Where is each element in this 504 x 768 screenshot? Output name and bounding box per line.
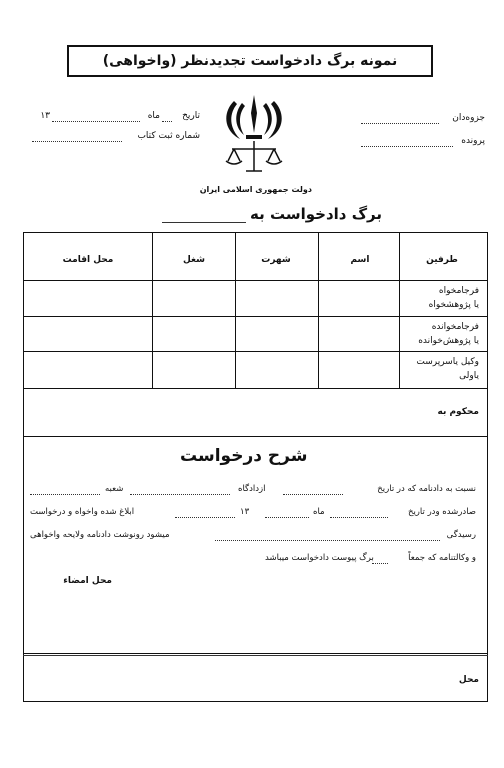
cell-name-appellant[interactable]	[319, 281, 399, 316]
part-label: جزوه‌دان	[452, 113, 485, 123]
form-title: نمونه برگ دادخواست تجدیدنظر (واخواهی)	[102, 53, 398, 69]
emblem-caption: دولت جمهوری اسلامی ایران	[199, 185, 312, 194]
header-parties: طرفین	[426, 255, 458, 265]
cell-job-appellant[interactable]	[153, 281, 235, 316]
iran-emblem-icon	[212, 93, 296, 193]
row-label-respondent: فرجامخوانده یا پژوهش‌خوانده	[418, 322, 479, 346]
register-label: شماره ثبت کتاب	[137, 131, 200, 141]
desc-line-2-notified: ابلاغ شده واخواه و درخواست	[30, 507, 135, 517]
footer-label: محل	[458, 675, 479, 685]
signature-divider	[23, 655, 488, 656]
file-label: پرونده	[461, 136, 485, 146]
year-label: ۱۳	[40, 111, 50, 121]
desc-line-3-copy: میشود رونوشت دادنامه ولایحه واخواهی	[30, 530, 170, 540]
desc-line-1-branch: شعبه	[105, 484, 124, 494]
desc-line-3: رسیدگی	[446, 530, 476, 540]
description-heading: شرح درخواست	[180, 446, 308, 466]
emblem	[212, 93, 296, 193]
cell-surname-appellant[interactable]	[236, 281, 318, 316]
form-frame	[23, 232, 488, 702]
petition-recipient-field[interactable]	[162, 222, 246, 223]
form-title-box	[67, 45, 433, 77]
convicted-label: محکوم به	[437, 407, 479, 417]
date-label: تاریخ	[182, 111, 200, 121]
header-job: شغل	[183, 255, 205, 265]
row-label-appellant: فرجامخواه یا پژوهشخواه	[428, 286, 479, 310]
petition-heading	[250, 205, 382, 223]
desc-line-4-attached: برگ پیوست دادخواست میباشد	[265, 553, 374, 563]
signature-label: محل امضاء	[63, 576, 112, 586]
desc-line-4: و وکالتنامه که جمعاً	[408, 553, 476, 563]
desc-line-1: نسبت به دادنامه که در تاریخ	[377, 484, 476, 494]
cell-residence-appellant[interactable]	[24, 281, 152, 316]
row-label-attorney: وکیل یاسرپرست یاولی	[416, 357, 479, 381]
desc-line-2-month: ماه	[313, 507, 325, 517]
desc-line-1-court: ازدادگاه	[238, 484, 266, 494]
desc-line-2-year: ۱۳	[240, 507, 250, 517]
header-surname: شهرت	[261, 255, 291, 265]
month-label: ماه	[147, 111, 160, 121]
desc-line-2: صادرشده ودر تاریخ	[407, 507, 476, 517]
petition-heading-text: برگ دادخواست به	[250, 205, 383, 223]
header-name: اسم	[350, 255, 370, 265]
header-residence: محل اقامت	[62, 255, 114, 265]
